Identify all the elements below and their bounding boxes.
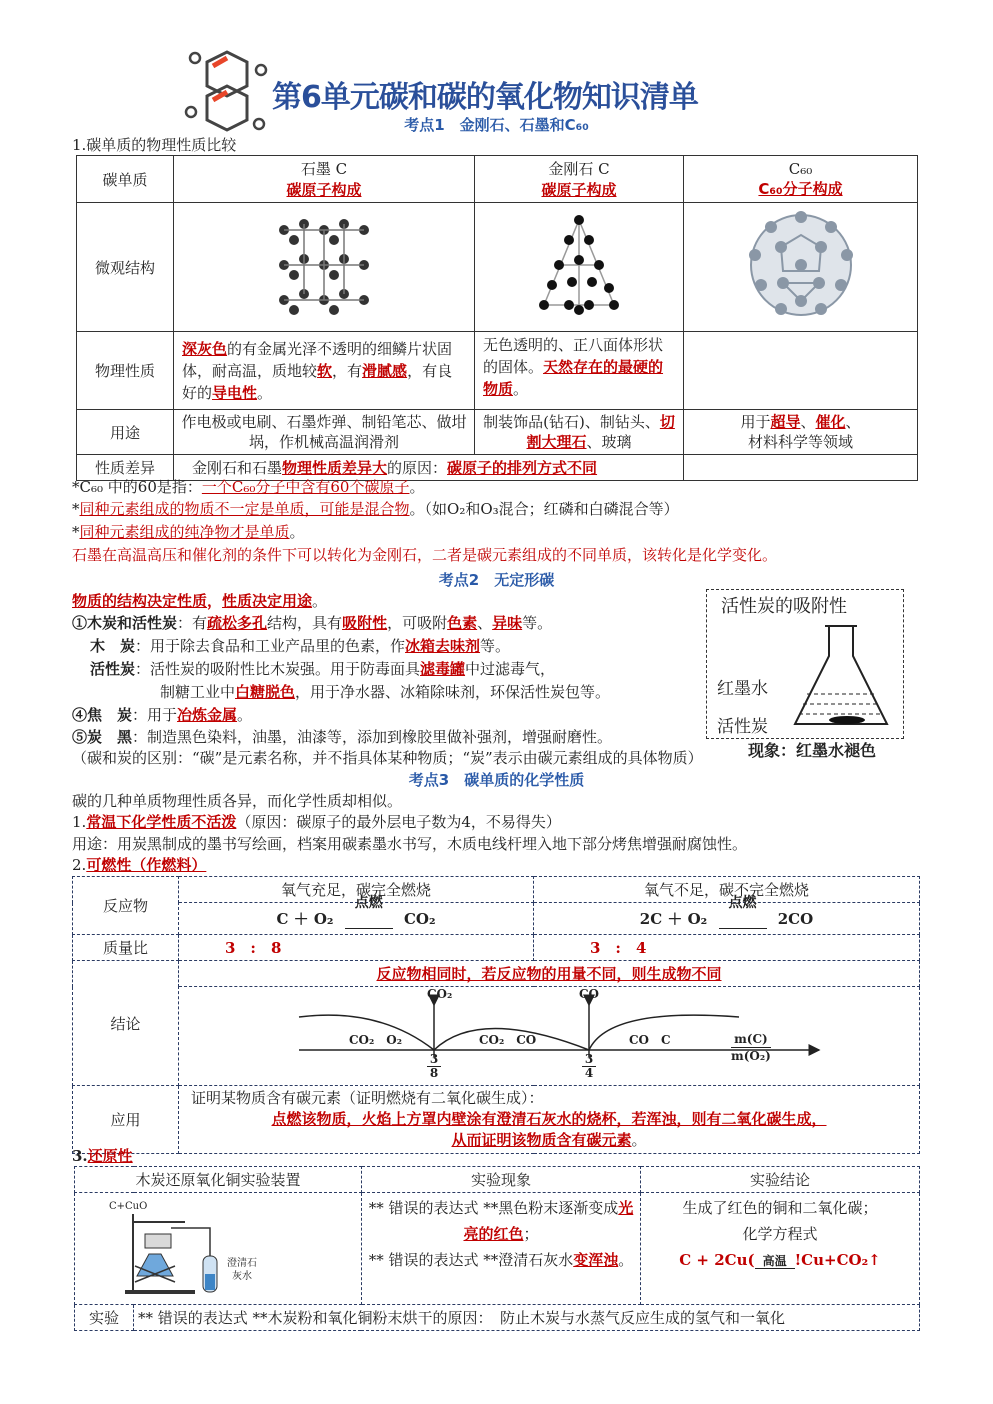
t3-p1b: 用途：用炭黑制成的墨书写绘画，档案用碳素墨水书写，木质电线杆埋入地下部分烤焦增强耐腐蚀性。 [72, 835, 748, 853]
cell-label: 用途 [77, 410, 174, 455]
mass-ratio-incomplete: 3 : 4 [534, 935, 920, 961]
ratio-axis-diagram [179, 987, 920, 1086]
zone-2-label: CO₂ CO [479, 1033, 537, 1047]
apparatus-cell [75, 1193, 362, 1305]
diamond-icon [524, 210, 634, 320]
topic1-heading: 考点1 金刚石、石墨和C₆₀ [404, 116, 589, 134]
t2-line5: 制糖工业中白糖脱色，用于净水器、冰箱除味剂，环保活性炭包等。 [160, 683, 611, 701]
last-row-text: ** 错误的表达式 **木炭粉和氧化铜粉末烘干的原因： 防止木炭与水蒸气反应生成的氢气和一氧化 [134, 1305, 920, 1331]
conclusion-text: 反应物相同时，若反应物的用量不同，则生成物不同 [179, 961, 920, 987]
t2-line4: 活性炭：活性炭的吸附性比木炭强。用于防毒面具滤毒罐中过滤毒气， [90, 660, 556, 678]
c60-use: 用于超导、催化、 材料科学等领域 [684, 410, 918, 455]
property-difference: 金刚石和石墨物理性质差异大的原因：碳原子的排列方式不同 [174, 455, 684, 481]
cell-label: 微观结构 [77, 203, 174, 332]
diamond-structure [475, 203, 684, 332]
axis-label-ratio: m(C) m(O₂) [731, 1032, 771, 1063]
equation-incomplete: 2C ＋ O₂ 点燃 2CO [534, 903, 920, 935]
cell-label: 性质差异 [77, 455, 174, 481]
t2-line6: ④焦 炭：用于冶炼金属。 [72, 706, 253, 724]
flask-icon [787, 622, 897, 734]
note-mixture: *同种元素组成的物质不一定是单质，可能是混合物。（如O₂和O₃混合；红磷和白磷混合等） [72, 500, 679, 518]
t2-line7: ⑤炭 黑：制造黑色染料，油墨，油漆等，添加到橡胶里做补强剂，增强耐磨性。 [72, 728, 613, 746]
fraction-3-4: 3 4 [582, 1053, 596, 1080]
ratio-axis-svg [179, 987, 919, 1085]
topic2-heading: 考点2 无定形碳 [438, 571, 555, 589]
t2-line3: 木 炭：用于除去食品和工业产品里的色素，作冰箱去味剂等。 [90, 637, 511, 655]
graphite-use: 作电极或电刷、石墨炸弹、制铅笔芯、做坩埚，作机械高温润滑剂 [174, 410, 475, 455]
mass-ratio-complete: 3 : 8 [179, 935, 534, 961]
label-activated-carbon: 活性炭 [717, 717, 768, 737]
fraction-3-8: 3 8 [427, 1053, 441, 1080]
label-co-top: CO [579, 987, 600, 1001]
carbon-properties-table: 碳单质 石墨 C 碳原子构成 金刚石 C 碳原子构成 C₆₀ C₆₀分子构成 微观结构 物理性质 深灰色的有金属光泽不透明的细鳞片状固体，耐高温，质地较软，有滑腻感，有良好的导电性。 无色透明的、正八面体形状的固体。天然存在的最硬的物质。 用途 作电极或电刷、石墨炸弹、制铅笔芯、做坩埚，作机械高温润滑剂 制装饰品(钻石)、制钻头、切割大理石、玻璃 用于超导、催化、 材料科学等领域 性质差异 金刚石和石墨物理性质差异大的原因：碳原子的排列方式不同 [76, 155, 918, 481]
apparatus-icon [75, 1194, 295, 1304]
graphite-structure [174, 203, 475, 332]
buckyball-icon [741, 205, 861, 325]
t2-line1: 物质的结构决定性质，性质决定用途。 [72, 592, 328, 610]
t3-p1: 1.常温下化学性质不活泼（原因：碳原子的最外层电子数为4，不易得失） [72, 813, 561, 831]
adsorption-figure [706, 589, 904, 739]
conclusion-cell: 生成了红色的铜和二氧化碳； 化学方程式 C + 2Cu( 高温 !Cu+CO₂↑ [640, 1193, 919, 1305]
label-co2-top: CO₂ [427, 987, 453, 1001]
label-limewater: 澄清石灰水 [227, 1258, 257, 1282]
figure-title: 活性炭的吸附性 [721, 596, 847, 617]
graphite-icon [264, 210, 384, 320]
note-c60: *C₆₀ 中的60是指：一个C₆₀分子中含有60个碳原子。 [72, 478, 425, 496]
label-c-cuo: C+CuO [109, 1201, 148, 1212]
t2-line8: （碳和炭的区别：“碳”是元素名称，并不指具体某种物质；“炭”表示由碳元素组成的具体物质） [72, 749, 703, 767]
figure-caption: 现象：红墨水褪色 [748, 741, 877, 760]
diamond-use: 制装饰品(钻石)、制钻头、切割大理石、玻璃 [475, 410, 684, 455]
t2-line2: ①木炭和活性炭：有疏松多孔结构，具有吸附性，可吸附色素、异味等。 [72, 614, 553, 632]
topic3-heading: 考点3 碳单质的化学性质 [408, 771, 585, 789]
observation-cell: ** 错误的表达式 **黑色粉末逐渐变成光亮的红色； ** 错误的表达式 **澄清石灰水变浑浊。 [361, 1193, 640, 1305]
zone-3-label: CO C [629, 1033, 671, 1047]
cell-label: 碳单质 [77, 156, 174, 203]
zone-1-label: CO₂ O₂ [349, 1033, 402, 1047]
diamond-physical: 无色透明的、正八面体形状的固体。天然存在的最硬的物质。 [475, 332, 684, 410]
graphite-physical: 深灰色的有金属光泽不透明的细鳞片状固体，耐高温，质地较软，有滑腻感，有良好的导电性。 [174, 332, 475, 410]
section1-heading: 1.碳单质的物理性质比较 [72, 136, 237, 154]
note-transform: 石墨在高温高压和催化剂的条件下可以转化为金刚石，二者是碳元素组成的不同单质，该转化是化学变化。 [72, 546, 778, 564]
combustion-table: 反应物 氧气充足，碳完全燃烧 氧气不足，碳不完全燃烧 C ＋ O₂ 点燃 CO₂ 2C ＋ O₂ 点燃 2CO 质量比 3 : 8 3 : 4 结论 反应物相同时，若反应物的用量不同，则生成物不同 CO₂ CO CO₂ O₂ CO₂ CO CO C 3 8 3 4 m(C) m(O₂) 应用 证明某物质含有碳元素（证明燃烧有二氧化碳生成）： 点燃该物质，火焰上方罩内壁涂有澄清石灰水的烧杯，若浑浊，则有二氧化碳生成， 从而证明该物质含有碳元素。 [72, 876, 920, 1154]
application-text: 证明某物质含有碳元素（证明燃烧有二氧化碳生成）： 点燃该物质，火焰上方罩内壁涂有澄清石灰水的烧杯，若浑浊，则有二氧化碳生成， 从而证明该物质含有碳元素。 [179, 1086, 920, 1154]
c60-structure [684, 203, 918, 332]
note-element: *同种元素组成的纯净物才是单质。 [72, 523, 305, 541]
t3-p2: 2.可燃性（作燃料） [72, 856, 207, 874]
equation-complete: C ＋ O₂ 点燃 CO₂ [179, 903, 534, 935]
label-red-ink: 红墨水 [717, 679, 768, 699]
reduction-table: 木炭还原氧化铜实验装置 实验现象 实验结论 C+CuO 澄清石灰水 ** 错误的表达式 **黑色粉末逐渐变成光亮的红色； ** 错误的表达式 **澄清石灰水变浑浊。 生成了红色的铜和二氧化碳； 化学方程式 C + 2Cu( 高温 !Cu+CO₂↑ 实验 ** 错误的表达式 **木炭粉和氧化铜粉末烘干的原因： 防止木炭与水蒸气反应生成的氢气和一氧化 [74, 1166, 920, 1331]
page-title: 第6单元碳和碳的氧化物知识清单 [272, 80, 698, 115]
t3-intro: 碳的几种单质物理性质各异，而化学性质却相似。 [72, 792, 403, 810]
t3-p3: 3.还原性 [72, 1147, 133, 1165]
cell-label: 物理性质 [77, 332, 174, 410]
